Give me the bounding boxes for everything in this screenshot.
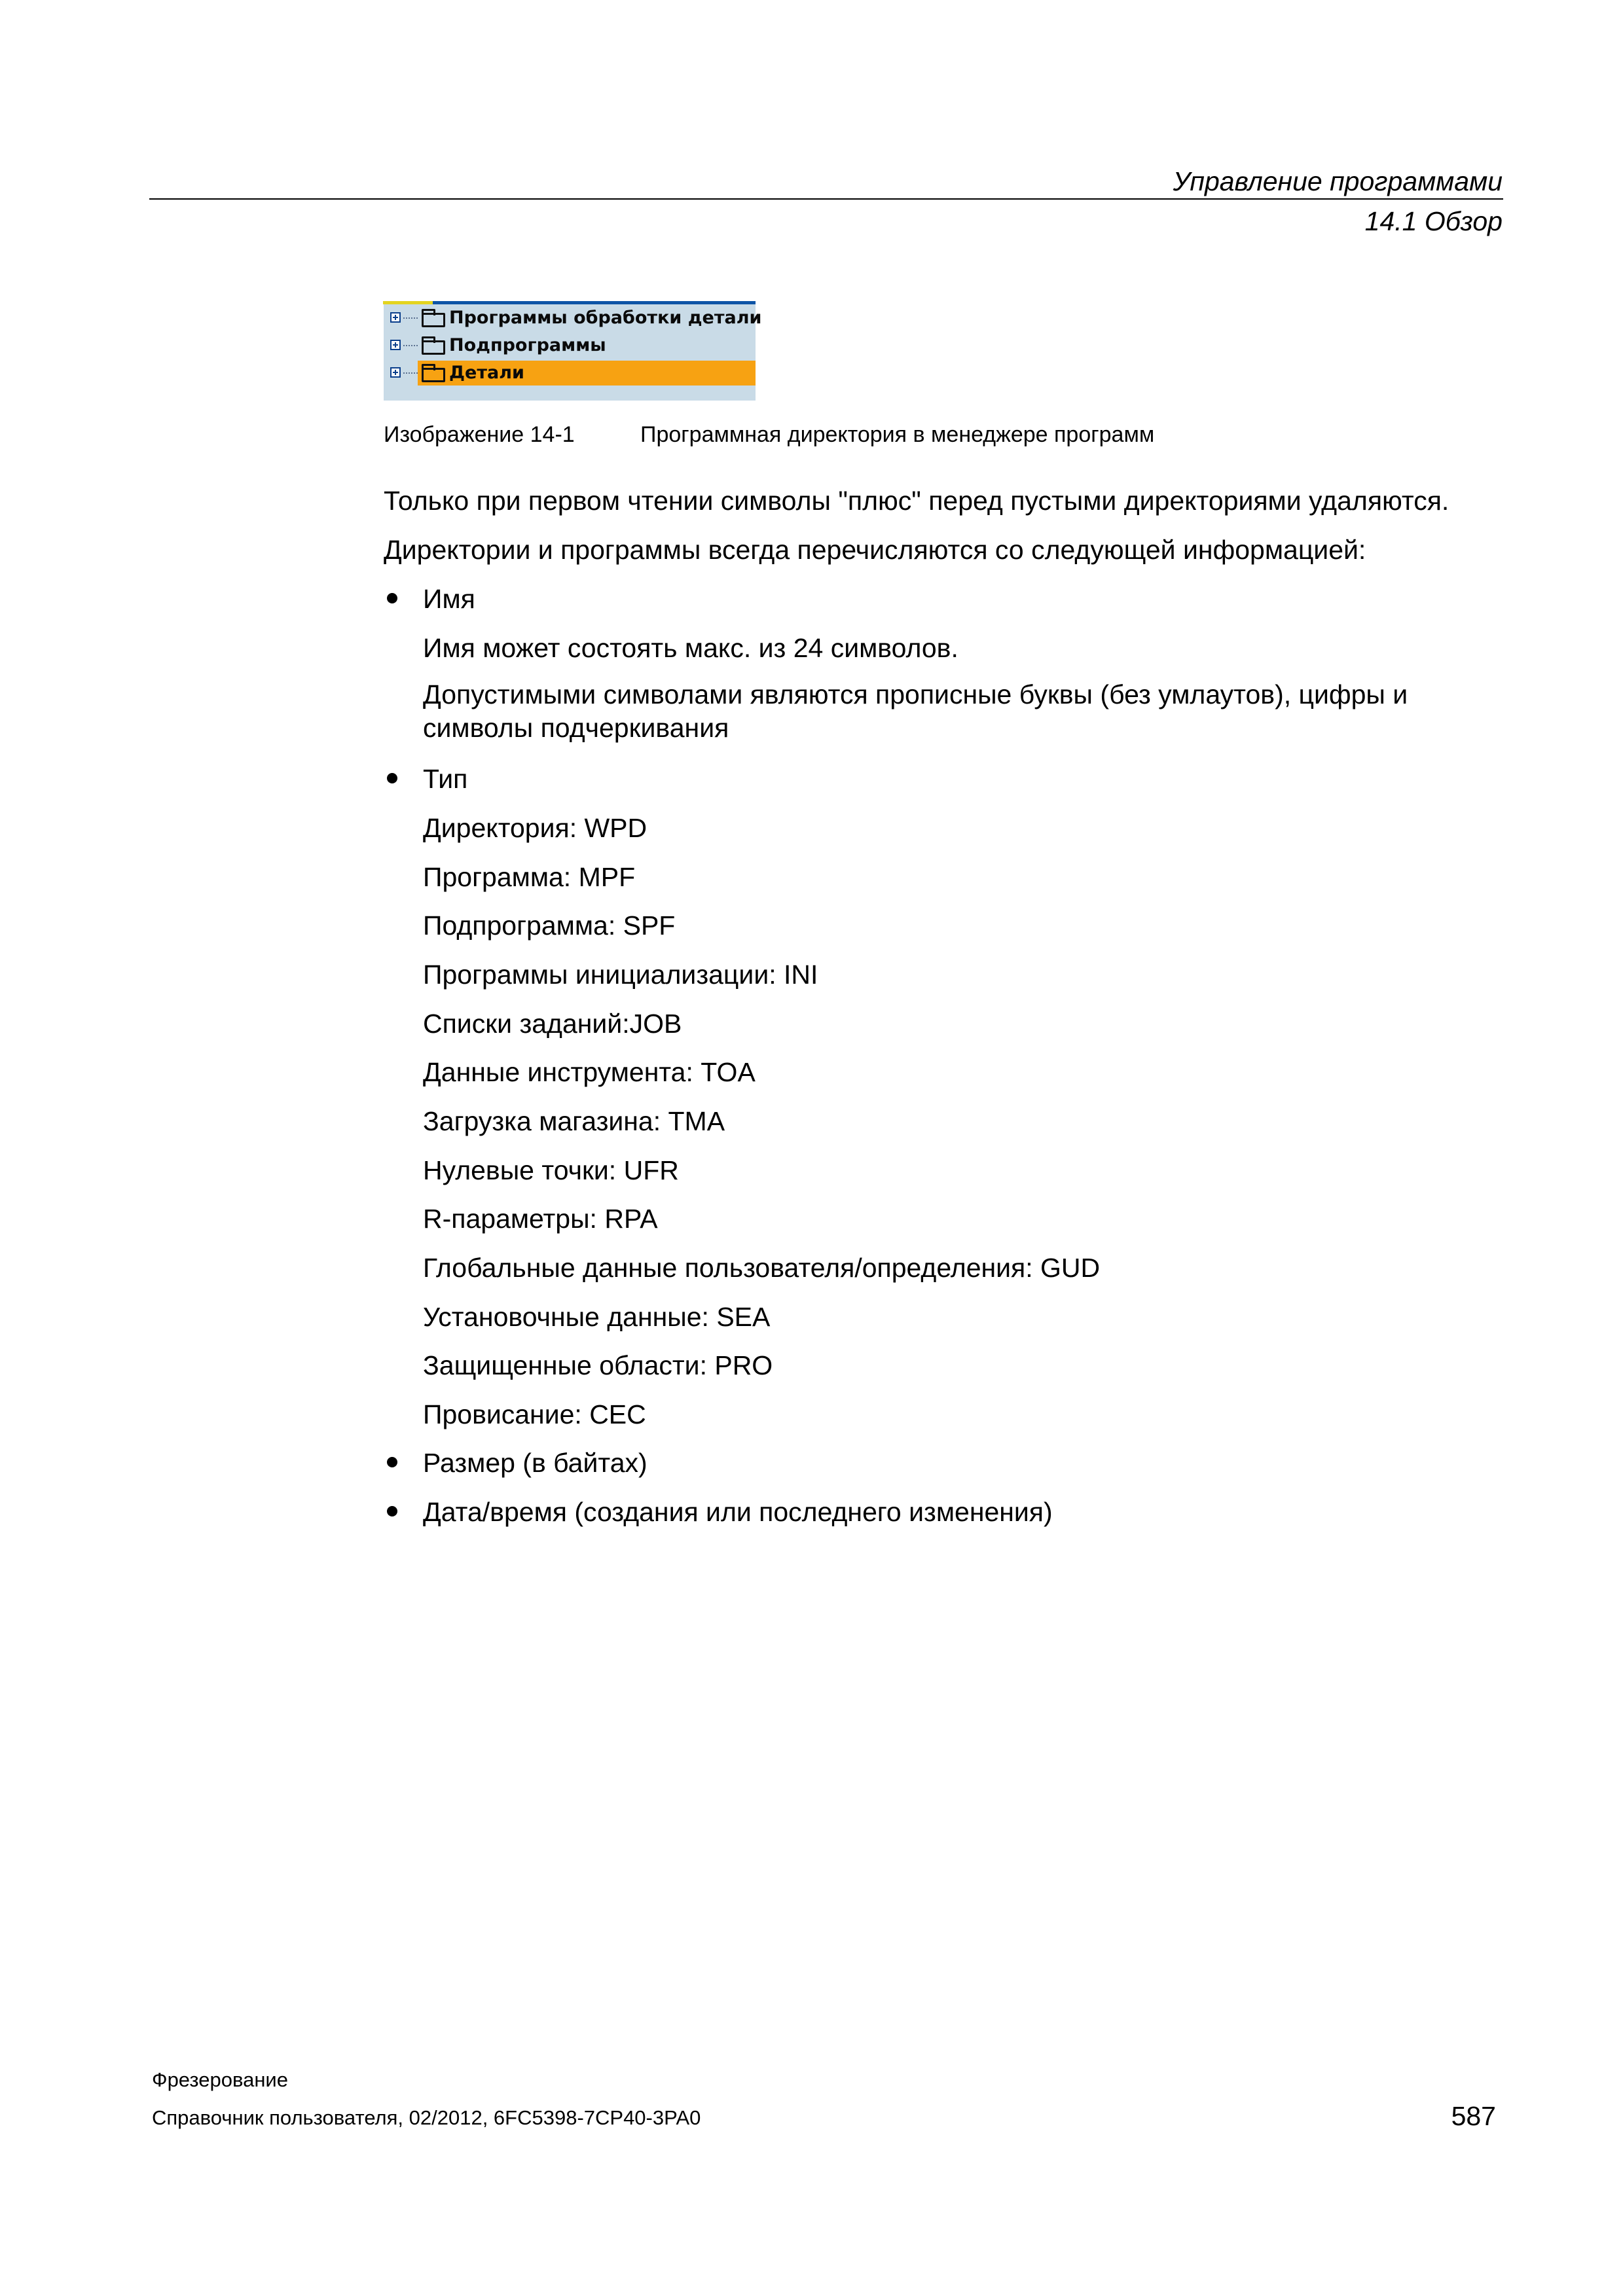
type-list-item: Нулевые точки: UFR bbox=[423, 1155, 679, 1185]
page-number: 587 bbox=[1451, 2101, 1496, 2131]
expand-plus-icon[interactable] bbox=[390, 367, 401, 378]
intro-paragraph-1: Только при первом чтении символы "плюс" перед пустыми директориями удаляются. bbox=[384, 486, 1450, 516]
bullet-size: Размер (в байтах) bbox=[423, 1448, 647, 1478]
bullet-dot bbox=[387, 773, 397, 783]
tree-connector bbox=[403, 372, 418, 374]
tree-item-part-programs[interactable] bbox=[384, 306, 762, 331]
header-rule bbox=[149, 198, 1503, 200]
type-list-item: Защищенные области: PRO bbox=[423, 1350, 773, 1380]
type-list-item: Провисание: CEC bbox=[423, 1399, 646, 1429]
tree-item-label: Программы обработки детали bbox=[449, 308, 762, 328]
type-list-item: Списки заданий:JOB bbox=[423, 1009, 682, 1039]
program-directory-screenshot bbox=[384, 301, 762, 401]
type-list-item: Данные инструмента: TOA bbox=[423, 1057, 756, 1087]
bullet-dot bbox=[387, 1506, 397, 1516]
bullet-name: Имя bbox=[423, 584, 475, 614]
type-list-item: Глобальные данные пользователя/определения: GUD bbox=[423, 1253, 1101, 1283]
bullet-dot bbox=[387, 593, 397, 603]
figure-caption-number: Изображение 14-1 bbox=[384, 422, 575, 447]
bullet-type: Тип bbox=[423, 764, 468, 794]
footer-document-info: Справочник пользователя, 02/2012, 6FC5398-7CP40-3PA0 bbox=[152, 2106, 701, 2129]
tree-item-subprograms[interactable] bbox=[384, 333, 756, 358]
type-list-item: Загрузка магазина: TMA bbox=[423, 1106, 725, 1136]
tree-item-label: Детали bbox=[449, 363, 524, 383]
figure-caption bbox=[384, 423, 1154, 446]
footer-title: Фрезерование bbox=[152, 2068, 288, 2091]
name-detail-1: Имя может состоять макс. из 24 символов. bbox=[423, 633, 958, 663]
tree-connector bbox=[403, 345, 418, 346]
intro-paragraph-2: Директории и программы всегда перечисляются со следующей информацией: bbox=[384, 535, 1366, 565]
folder-icon bbox=[422, 368, 445, 382]
bullet-dot bbox=[387, 1457, 397, 1467]
type-list-item: Программа: MPF bbox=[423, 862, 636, 892]
type-list-item: Директория: WPD bbox=[423, 813, 647, 843]
running-header-title: Управление программами bbox=[1173, 166, 1503, 196]
tree-item-workpieces[interactable] bbox=[384, 361, 756, 386]
running-header-section: 14.1 Обзор bbox=[1364, 206, 1503, 236]
type-list-item: Подпрограмма: SPF bbox=[423, 910, 676, 941]
panel-accent-bar bbox=[383, 301, 433, 304]
name-detail-2: Допустимыми символами являются прописные буквы (без умлаутов), цифры и символы подчеркивания bbox=[423, 679, 1408, 743]
tree-item-label: Подпрограммы bbox=[449, 335, 606, 355]
tree-connector bbox=[403, 317, 418, 319]
type-list-item: Установочные данные: SEA bbox=[423, 1302, 771, 1332]
type-list-item: Программы инициализации: INI bbox=[423, 960, 818, 990]
figure-caption-text: Программная директория в менеджере программ bbox=[640, 422, 1155, 447]
expand-plus-icon[interactable] bbox=[390, 312, 401, 323]
type-list-item: R-параметры: RPA bbox=[423, 1204, 658, 1234]
folder-icon bbox=[422, 313, 445, 327]
folder-icon bbox=[422, 340, 445, 355]
bullet-date: Дата/время (создания или последнего изменения) bbox=[423, 1497, 1053, 1527]
expand-plus-icon[interactable] bbox=[390, 340, 401, 350]
